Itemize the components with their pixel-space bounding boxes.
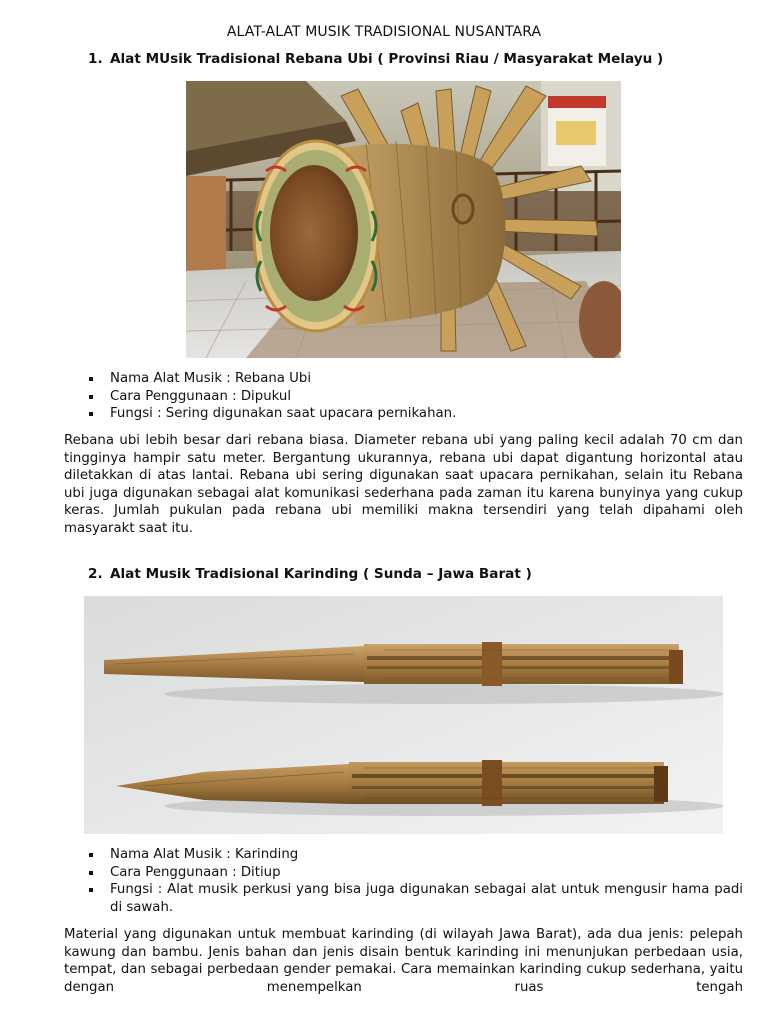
section-heading-text: Alat Musik Tradisional Karinding ( Sunda – Jawa Barat ) [110,566,532,582]
section-number: 1. [88,51,103,67]
section-heading-rebana-ubi [88,51,663,69]
section-heading-text: Alat MUsik Tradisional Rebana Ubi ( Provinsi Riau / Masyarakat Melayu ) [110,51,664,67]
karinding-facts-list [88,846,743,916]
fact-usage: Cara Penggunaan : Ditiup [88,864,743,882]
document-title: ALAT-ALAT MUSIK TRADISIONAL NUSANTARA [226,24,542,40]
section-number: 2. [88,566,103,582]
fact-usage: Cara Penggunaan : Dipukul [88,388,743,406]
section-heading-karinding [88,566,532,584]
karinding-description: Material yang digunakan untuk membuat karinding (di wilayah Jawa Barat), ada dua jenis: pelepah kawung dan bambu. Jenis bahan dan jenis disain bentuk karinding ini menunjukan perbedaan usia, tempat, dan sebagai perbedaan gender pemakai. Cara memainkan karinding cukup sederhana, yaitu dengan menempelkan ruas tengah [64,927,743,995]
rebana-ubi-facts-list [88,370,743,423]
fact-instrument-name: Nama Alat Musik : Karinding [88,846,743,864]
karinding-photo [84,596,723,834]
fact-instrument-name: Nama Alat Musik : Rebana Ubi [88,370,743,388]
rebana-ubi-photo [186,81,621,358]
fact-function: Fungsi : Sering digunakan saat upacara pernikahan. [88,405,743,423]
fact-function: Fungsi : Alat musik perkusi yang bisa juga digunakan sebagai alat untuk mengusir hama padi di sawah. [88,881,743,916]
rebana-ubi-description: Rebana ubi lebih besar dari rebana biasa. Diameter rebana ubi yang paling kecil adalah 70 cm dan tingginya hampir satu meter. Bergantung ukurannya, rebana ubi dapat digantung horizontal atau diletakkan di atas lantai. Rebana ubi sering digunakan saat upacara pernikahan, selain itu Rebana ubi juga digunakan sebagai alat komunikasi sederhana pada zaman itu karena bunyinya yang cukup keras. Jumlah pukulan pada rebana ubi memiliki makna tersendiri yang telah dipahami oleh masyarakt saat itu. [64,433,743,536]
